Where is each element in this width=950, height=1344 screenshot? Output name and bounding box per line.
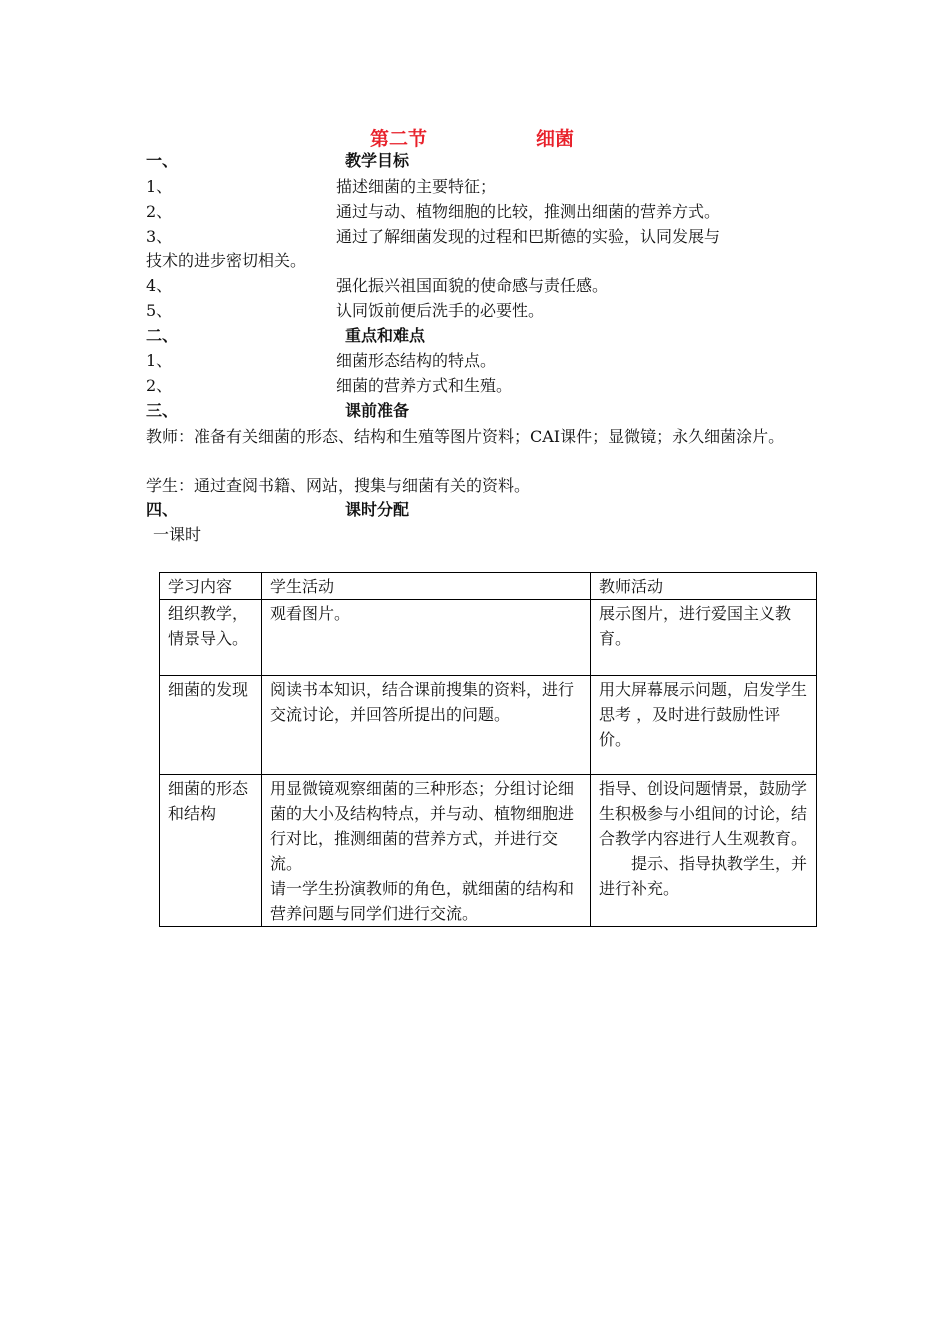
item-continuation-text: 技术的进步密切相关。 [146,251,307,270]
item-text: 通过了解细菌发现的过程和巴斯德的实验，认同发展与 [336,227,721,246]
item-number: 4、 [146,276,173,295]
student-activity-cell [262,600,591,676]
teacher-activity-text: 用大屏幕展示问题，启发学生思考 ，及时进行鼓励性评价。 [599,680,808,749]
section-number: 二、 [146,326,179,345]
section-title: 重点和难点 [345,326,426,345]
header-cell: 学生活动 [262,573,591,600]
student-activity-text: 观看图片。 [270,604,351,623]
teacher-activity-text: 展示图片，进行爱国主义教育。 [599,604,792,648]
student-activity-text: 用显微镜观察细菌的三种形态；分组讨论细菌的大小及结构特点，并与动、植物细胞进行对比，推测细菌的营养方式，并进行交流。 [270,779,575,873]
table-row [160,676,817,775]
header-cell: 学习内容 [160,573,262,600]
section-title: 课时分配 [345,500,410,519]
teacher-activity-cell [591,600,817,676]
teacher-preparation: 教师：准备有关细菌的形态、结构和生殖等图片资料；CAI课件；显微镜；永久细菌涂片。 [146,427,785,446]
content-cell: 细菌的形态和结构 [160,775,262,927]
item-number: 3、 [146,227,173,246]
student-activity-cell [262,676,591,775]
student-activity-cell [262,775,591,927]
title-topic: 细菌 [536,128,575,150]
teacher-activity-cell [591,775,817,927]
content-cell: 组织教学，情景导入。 [160,600,262,676]
item-number: 2、 [146,376,173,395]
section-title: 教学目标 [345,151,410,170]
table-row [160,600,817,676]
student-preparation: 学生：通过查阅书籍、网站，搜集与细菌有关的资料。 [146,476,531,495]
teacher-activity-cell [591,676,817,775]
item-number: 2、 [146,202,173,221]
item-text: 细菌形态结构的特点。 [336,351,497,370]
title-section-number: 第二节 [370,128,428,150]
item-number: 1、 [146,177,173,196]
teacher-activity-text: 提示、指导执教学生，并进行补充。 [599,854,808,898]
item-text: 强化振兴祖国面貌的使命感与责任感。 [336,276,609,295]
lesson-count: 一课时 [153,525,202,544]
table-row [160,775,817,927]
student-activity-text: 阅读书本知识，结合课前搜集的资料，进行交流讨论，并回答所提出的问题。 [270,680,575,724]
item-text: 通过与动、植物细胞的比较，推测出细菌的营养方式。 [336,202,721,221]
item-number: 5、 [146,301,173,320]
section-number: 四、 [146,500,179,519]
item-text: 认同饭前便后洗手的必要性。 [336,301,545,320]
document-title [0,124,950,150]
student-activity-text: 请一学生扮演教师的角色，就细菌的结构和营养问题与同学们进行交流。 [270,879,575,923]
item-text: 描述细菌的主要特征； [336,177,497,196]
table-header-row [160,573,817,600]
item-number: 1、 [146,351,173,370]
section-number: 一、 [146,151,179,170]
lesson-plan-table [159,572,817,927]
item-text: 细菌的营养方式和生殖。 [336,376,513,395]
header-cell: 教师活动 [591,573,817,600]
section-title: 课前准备 [345,401,410,420]
content-cell: 细菌的发现 [160,676,262,775]
section-number: 三、 [146,401,179,420]
teacher-activity-text: 指导、创设问题情景，鼓励学生积极参与小组间的讨论，结合教学内容进行人生观教育。 [599,779,808,848]
